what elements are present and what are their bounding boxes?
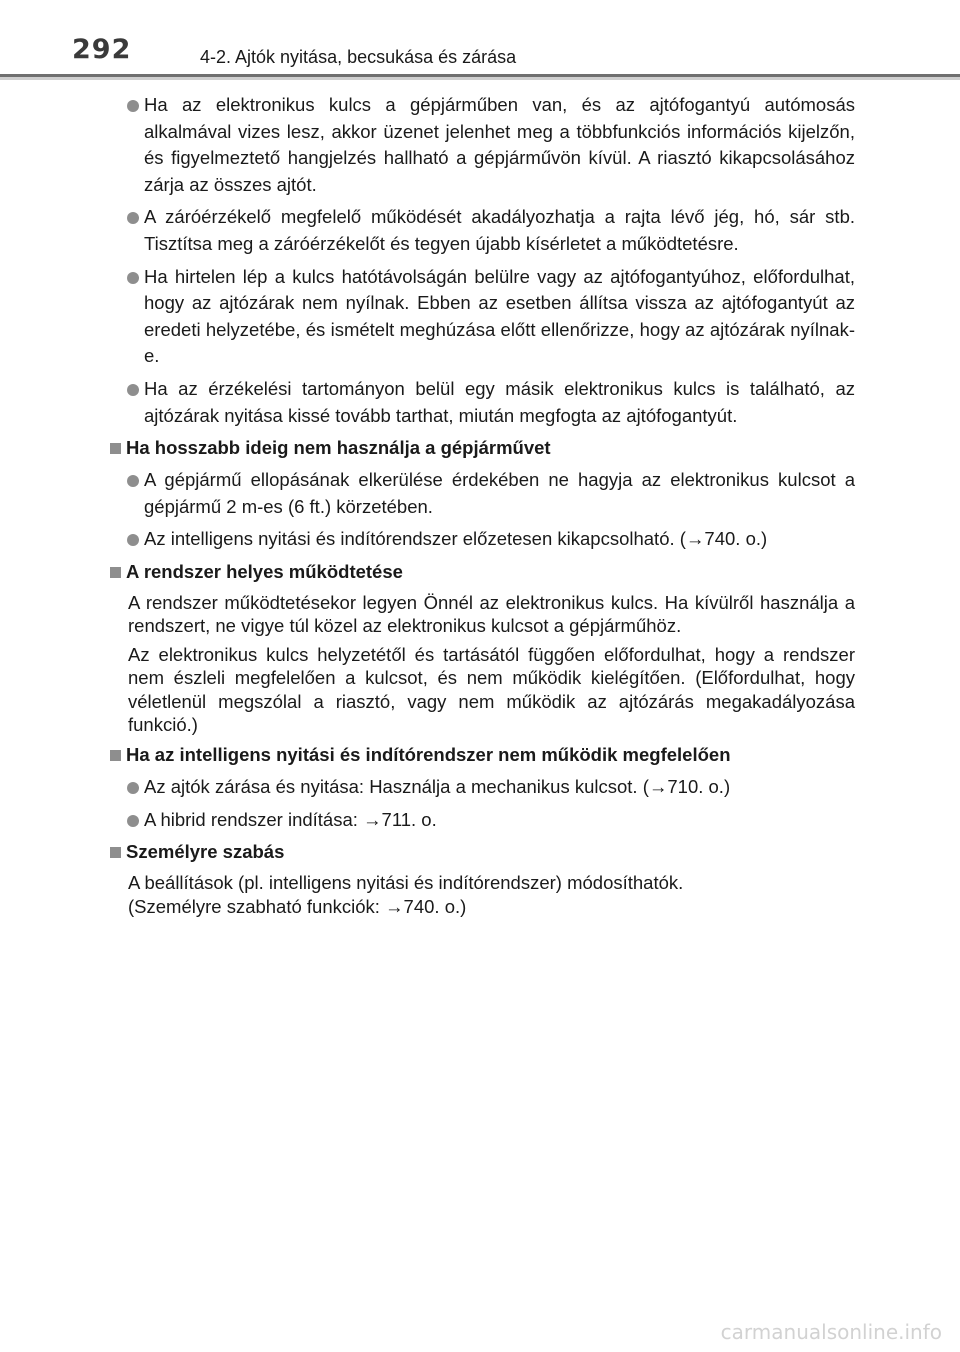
- bullet-item: [108, 92, 855, 198]
- bullet-dot-icon: [127, 272, 139, 284]
- bullet-dot-icon: [127, 475, 139, 487]
- heading-square-icon: [110, 443, 121, 454]
- heading-text: Ha az intelligens nyitási és indítórendszer nem működik megfelelően: [126, 743, 731, 765]
- heading-text: Ha hosszabb ideig nem használja a gépjárművet: [126, 437, 551, 459]
- customization-line: (Személyre szabható funkciók: →740. o.): [128, 895, 467, 917]
- bullet-item: [108, 264, 855, 370]
- bullet-item: [108, 467, 855, 520]
- watermark: carmanualsonline.info: [720, 1320, 942, 1344]
- body-paragraph: Az elektronikus kulcs helyzetétől és tartásától függően előfordulhat, hogy a rendszer nem észleli megfelelően a kulcsot, és nem működik kielégítően. (Előfordulhat, hogy véletlenül megszólal a riasztó, vagy nem működik az ajtózárás megakadályozása funkció.): [128, 643, 855, 736]
- heading-text: Személyre szabás: [126, 841, 285, 863]
- bullet-item: [108, 526, 855, 553]
- heading-square-icon: [110, 847, 121, 858]
- section-heading-correct-operation: [108, 559, 855, 585]
- body-paragraph: A rendszer működtetésekor legyen Önnél az elektronikus kulcs. Ha kívülről használja a rendszert, ne vigye túl közel az elektronikus kulcsot a gépjárműhöz.: [128, 591, 855, 637]
- bullet-dot-icon: [127, 815, 139, 827]
- section-heading-customization: [108, 839, 855, 865]
- bullet-text: A gépjármű ellopásának elkerülése érdekében ne hagyja az elektronikus kulcsot a gépjármű 2 m-es (6 ft.) körzetében.: [144, 469, 855, 517]
- heading-square-icon: [110, 567, 121, 578]
- bullet-item: [108, 807, 855, 834]
- header-rule-shadow: [0, 77, 960, 80]
- body-paragraph: [108, 871, 855, 918]
- bullet-text: Ha az elektronikus kulcs a gépjárműben van, és az ajtófogantyú autómosás alkalmával vizes lesz, akkor üzenet jelenhet meg a többfunkciós információs kijelzőn, és figyelmeztető hangjelzés hallható a gépjárművön kívül. A riasztó kikapcsolásához zárja az összes ajtót.: [144, 94, 855, 195]
- bullet-item: [108, 774, 855, 801]
- page-number: 292: [72, 34, 132, 65]
- heading-square-icon: [110, 750, 121, 761]
- bullet-text: A hibrid rendszer indítása: →711. o.: [144, 808, 437, 830]
- bullet-text: Az ajtók zárása és nyitása: Használja a mechanikus kulcsot. (→710. o.): [144, 775, 731, 797]
- section-title: 4-2. Ajtók nyitása, becsukása és zárása: [200, 47, 517, 67]
- bullet-text: A záróérzékelő megfelelő működését akadályozhatja a rajta lévő jég, hó, sár stb. Tisztítsa meg a záróérzékelőt és tegyen újabb kísérletet a működtetésre.: [144, 206, 855, 254]
- page-content: [108, 92, 855, 923]
- bullet-dot-icon: [127, 534, 139, 546]
- section-heading-long-absence: [108, 435, 855, 461]
- bullet-dot-icon: [127, 212, 139, 224]
- section-heading-malfunction: [108, 742, 855, 768]
- customization-line: A beállítások (pl. intelligens nyitási és indítórendszer) módosíthatók.: [128, 872, 684, 894]
- bullet-text: Ha az érzékelési tartományon belül egy másik elektronikus kulcs is található, az ajtózárak nyitása kissé tovább tarthat, miután megfogta az ajtófogantyút.: [144, 377, 855, 426]
- bullet-dot-icon: [127, 782, 139, 794]
- bullet-item: [108, 376, 855, 429]
- bullet-dot-icon: [127, 100, 139, 112]
- page-header: [0, 0, 960, 80]
- heading-text: A rendszer helyes működtetése: [126, 560, 403, 582]
- bullet-text: Az intelligens nyitási és indítórendszer előzetesen kikapcsolható. (→740. o.): [144, 528, 768, 550]
- bullet-dot-icon: [127, 384, 139, 396]
- bullet-text: Ha hirtelen lép a kulcs hatótávolságán belülre vagy az ajtófogantyúhoz, előfordulhat, hogy az ajtózárak nem nyílnak. Ebben az esetben állítsa vissza az ajtófogantyút az eredeti helyzetébe, és ismételt meghúzása előtt ellenőrizze, hogy az ajtózárak nyílnak-e.: [144, 265, 855, 367]
- bullet-item: [108, 204, 855, 257]
